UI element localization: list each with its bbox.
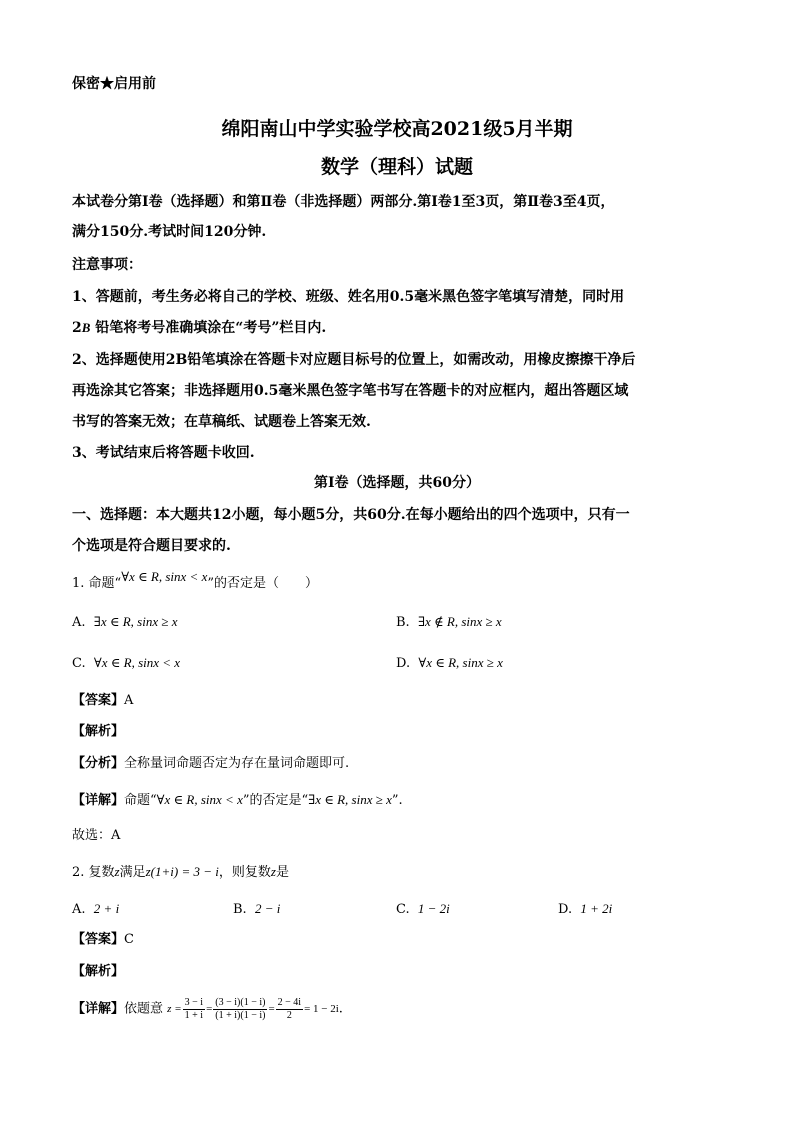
fraction-2: $\frac{(3 - i)(1 - i)}{(1 + i)(1 - i)}$	[215, 996, 266, 1021]
notice-item-2-line-3: 书写的答案无效；在草稿纸、试题卷上答案无效.	[72, 414, 371, 430]
question-1-expression: ∀x ∈ R, sinx < x	[121, 569, 208, 584]
notice-item-1-rest: 铅笔将考号准确填涂在“考号”栏目内.	[90, 320, 327, 336]
notice-item-3: 3、考试结束后将答题卡收回.	[72, 445, 255, 461]
intro-line-2: 满分150分.考试时间120分钟.	[72, 224, 267, 240]
question-2-option-b[interactable]: B. 2 − i	[233, 901, 281, 917]
question-2-detail: 【详解】依题意 z = $\frac{3 - i}{1 + i}$ = $\frac{(3 - i)(1 - i)}{(1 + i)(1 - i)}$ = $\frac{2 - 4i}{2}$ = 1 − 2i.	[72, 996, 343, 1021]
question-2-expression: z(1+i) = 3 − i	[145, 864, 219, 879]
question-2-option-a[interactable]: A. 2 + i	[72, 901, 120, 917]
question-1-analysis-tag: 【解析】	[72, 724, 125, 739]
fraction-3: $\frac{2 - 4i}{2}$	[277, 996, 302, 1021]
question-2-option-c[interactable]: C. 1 − 2i	[396, 901, 450, 917]
question-1-option-a[interactable]: A. ∃x ∈ R, sinx ≥ x	[72, 614, 178, 630]
question-2-stem: 2. 复数z满足z(1+i) = 3 − i，则复数z是	[72, 864, 289, 880]
question-1-option-c[interactable]: C. ∀x ∈ R, sinx < x	[72, 655, 181, 671]
fraction-1: $\frac{3 - i}{1 + i}$	[184, 996, 204, 1021]
part-1-instructions-line-1: 一、选择题：本大题共12小题，每小题5分，共60分.在每小题给出的四个选项中，只有一	[72, 507, 630, 523]
part-1-instructions-line-2: 个选项是符合题目要求的.	[72, 538, 231, 554]
question-1-answer: 【答案】A	[72, 693, 134, 708]
confidential-label: 保密★启用前	[72, 76, 156, 92]
notice-item-2-line-1: 2、选择题使用2B铅笔填涂在答题卡对应题目标号的位置上，如需改动，用橡皮擦擦干净后	[72, 352, 636, 368]
notice-heading: 注意事项：	[72, 257, 142, 273]
question-1-choice: 故选：A	[72, 828, 121, 843]
question-2-analysis-tag: 【解析】	[72, 964, 125, 979]
notice-item-1-line-2	[72, 318, 326, 338]
question-1-fenxi: 【分析】全称量词命题否定为存在量词命题即可.	[72, 756, 350, 771]
notice-pencil-number: 2	[72, 320, 82, 336]
notice-pencil-letter: B	[81, 320, 91, 335]
notice-item-1-line-1: 1、答题前，考生务必将自己的学校、班级、姓名用0.5毫米黑色签字笔填写清楚，同时用	[72, 289, 625, 305]
question-2-answer: 【答案】C	[72, 932, 134, 947]
question-1-option-b[interactable]: B. ∃x ∉ R, sinx ≥ x	[396, 614, 502, 630]
question-2-option-d[interactable]: D. 1 + 2i	[558, 901, 613, 917]
exam-title: 绵阳南山中学实验学校高2021级5月半期	[221, 118, 573, 140]
question-1-stem: 1. 命题“∀x ∈ R, sinx < x”的否定是（ ）	[72, 569, 319, 591]
intro-line-1: 本试卷分第Ⅰ卷（选择题）和第Ⅱ卷（非选择题）两部分.第Ⅰ卷1至3页，第Ⅱ卷3至4页，	[72, 194, 615, 210]
exam-subtitle: 数学（理科）试题	[320, 156, 473, 178]
question-1-detail: 【详解】命题“∀x ∈ R, sinx < x”的否定是“∃x ∈ R, sinx ≥ x”.	[72, 792, 403, 808]
question-1-option-d[interactable]: D. ∀x ∈ R, sinx ≥ x	[396, 655, 503, 671]
section-heading: 第Ⅰ卷（选择题，共60分）	[313, 475, 481, 491]
notice-item-2-line-2: 再选涂其它答案；非选择题用0.5毫米黑色签字笔书写在答题卡的对应框内，超出答题区域	[72, 383, 629, 399]
